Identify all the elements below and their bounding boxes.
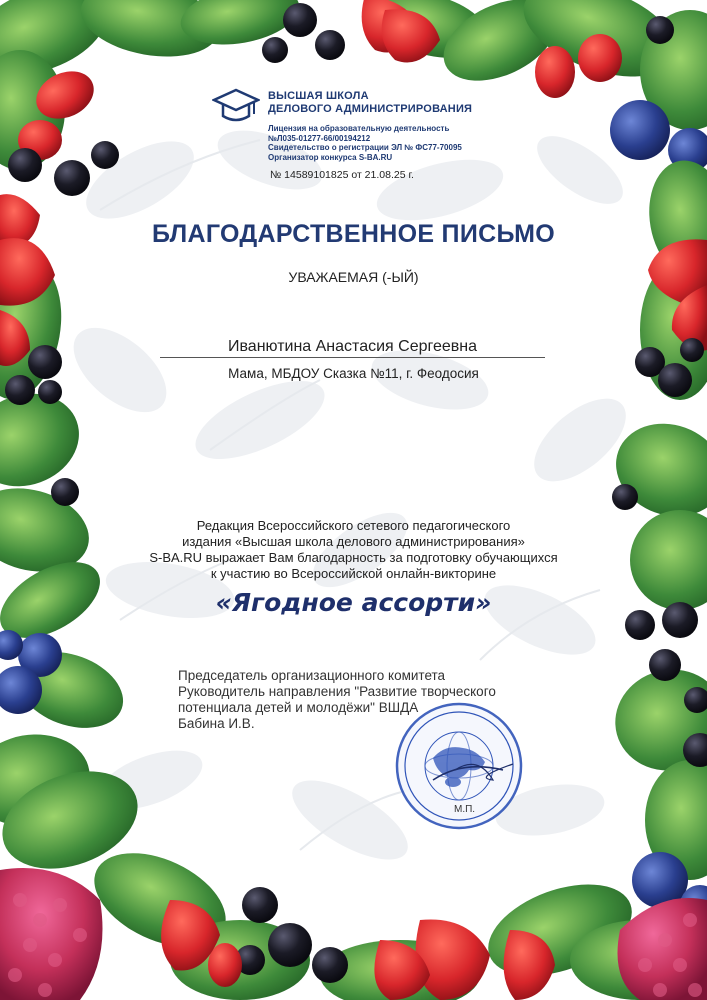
recipient-organization: Мама, МБДОУ Сказка №11, г. Феодосия: [228, 366, 479, 381]
gratitude-line3: S-BA.RU выражает Вам благодарность за подготовку обучающихся: [149, 550, 558, 565]
recipient-name: Иванютина Анастасия Сергеевна: [227, 338, 477, 355]
gratitude-line4: к участию во Всероссийской онлайн-викторине: [210, 566, 497, 581]
license-line1: Лицензия на образовательную деятельность: [268, 124, 450, 133]
signature-line1: Председатель организационного комитета: [178, 668, 446, 683]
graduation-cap-icon: [212, 86, 260, 126]
signature-line4: Бабина И.В.: [178, 716, 255, 731]
gratitude-line2: издания «Высшая школа делового администрирования»: [182, 534, 525, 549]
gratitude-text: [80, 518, 627, 582]
organization-name-line1: ВЫСШАЯ ШКОЛА: [268, 90, 369, 102]
license-info: [268, 124, 462, 162]
name-underline: [160, 357, 545, 358]
stamp-mark-label: М.П.: [454, 804, 476, 815]
document-number: № 14589101825 от 21.08.25 г.: [270, 169, 414, 181]
signature-line2: Руководитель направления "Развитие творческого: [178, 684, 496, 699]
signature-line3: потенциала детей и молодёжи" ВШДА: [178, 700, 419, 715]
organization-name: [268, 90, 472, 116]
gratitude-line1: Редакция Всероссийского сетевого педагогического: [196, 518, 511, 533]
document-title: БЛАГОДАРСТВЕННОЕ ПИСЬМО: [152, 220, 555, 248]
organization-name-line2: ДЕЛОВОГО АДМИНИСТРИРОВАНИЯ: [268, 103, 473, 115]
license-line3: Свидетельство о регистрации ЭЛ № ФС77-70095: [268, 143, 462, 152]
salutation: УВАЖАЕМАЯ (-ЫЙ): [288, 269, 419, 285]
license-line2: №Л035-01277-66/00194212: [268, 133, 371, 143]
license-line4: Организатор конкурса S-BA.RU: [268, 152, 393, 162]
contest-name: «Ягодное ассорти»: [215, 588, 492, 617]
